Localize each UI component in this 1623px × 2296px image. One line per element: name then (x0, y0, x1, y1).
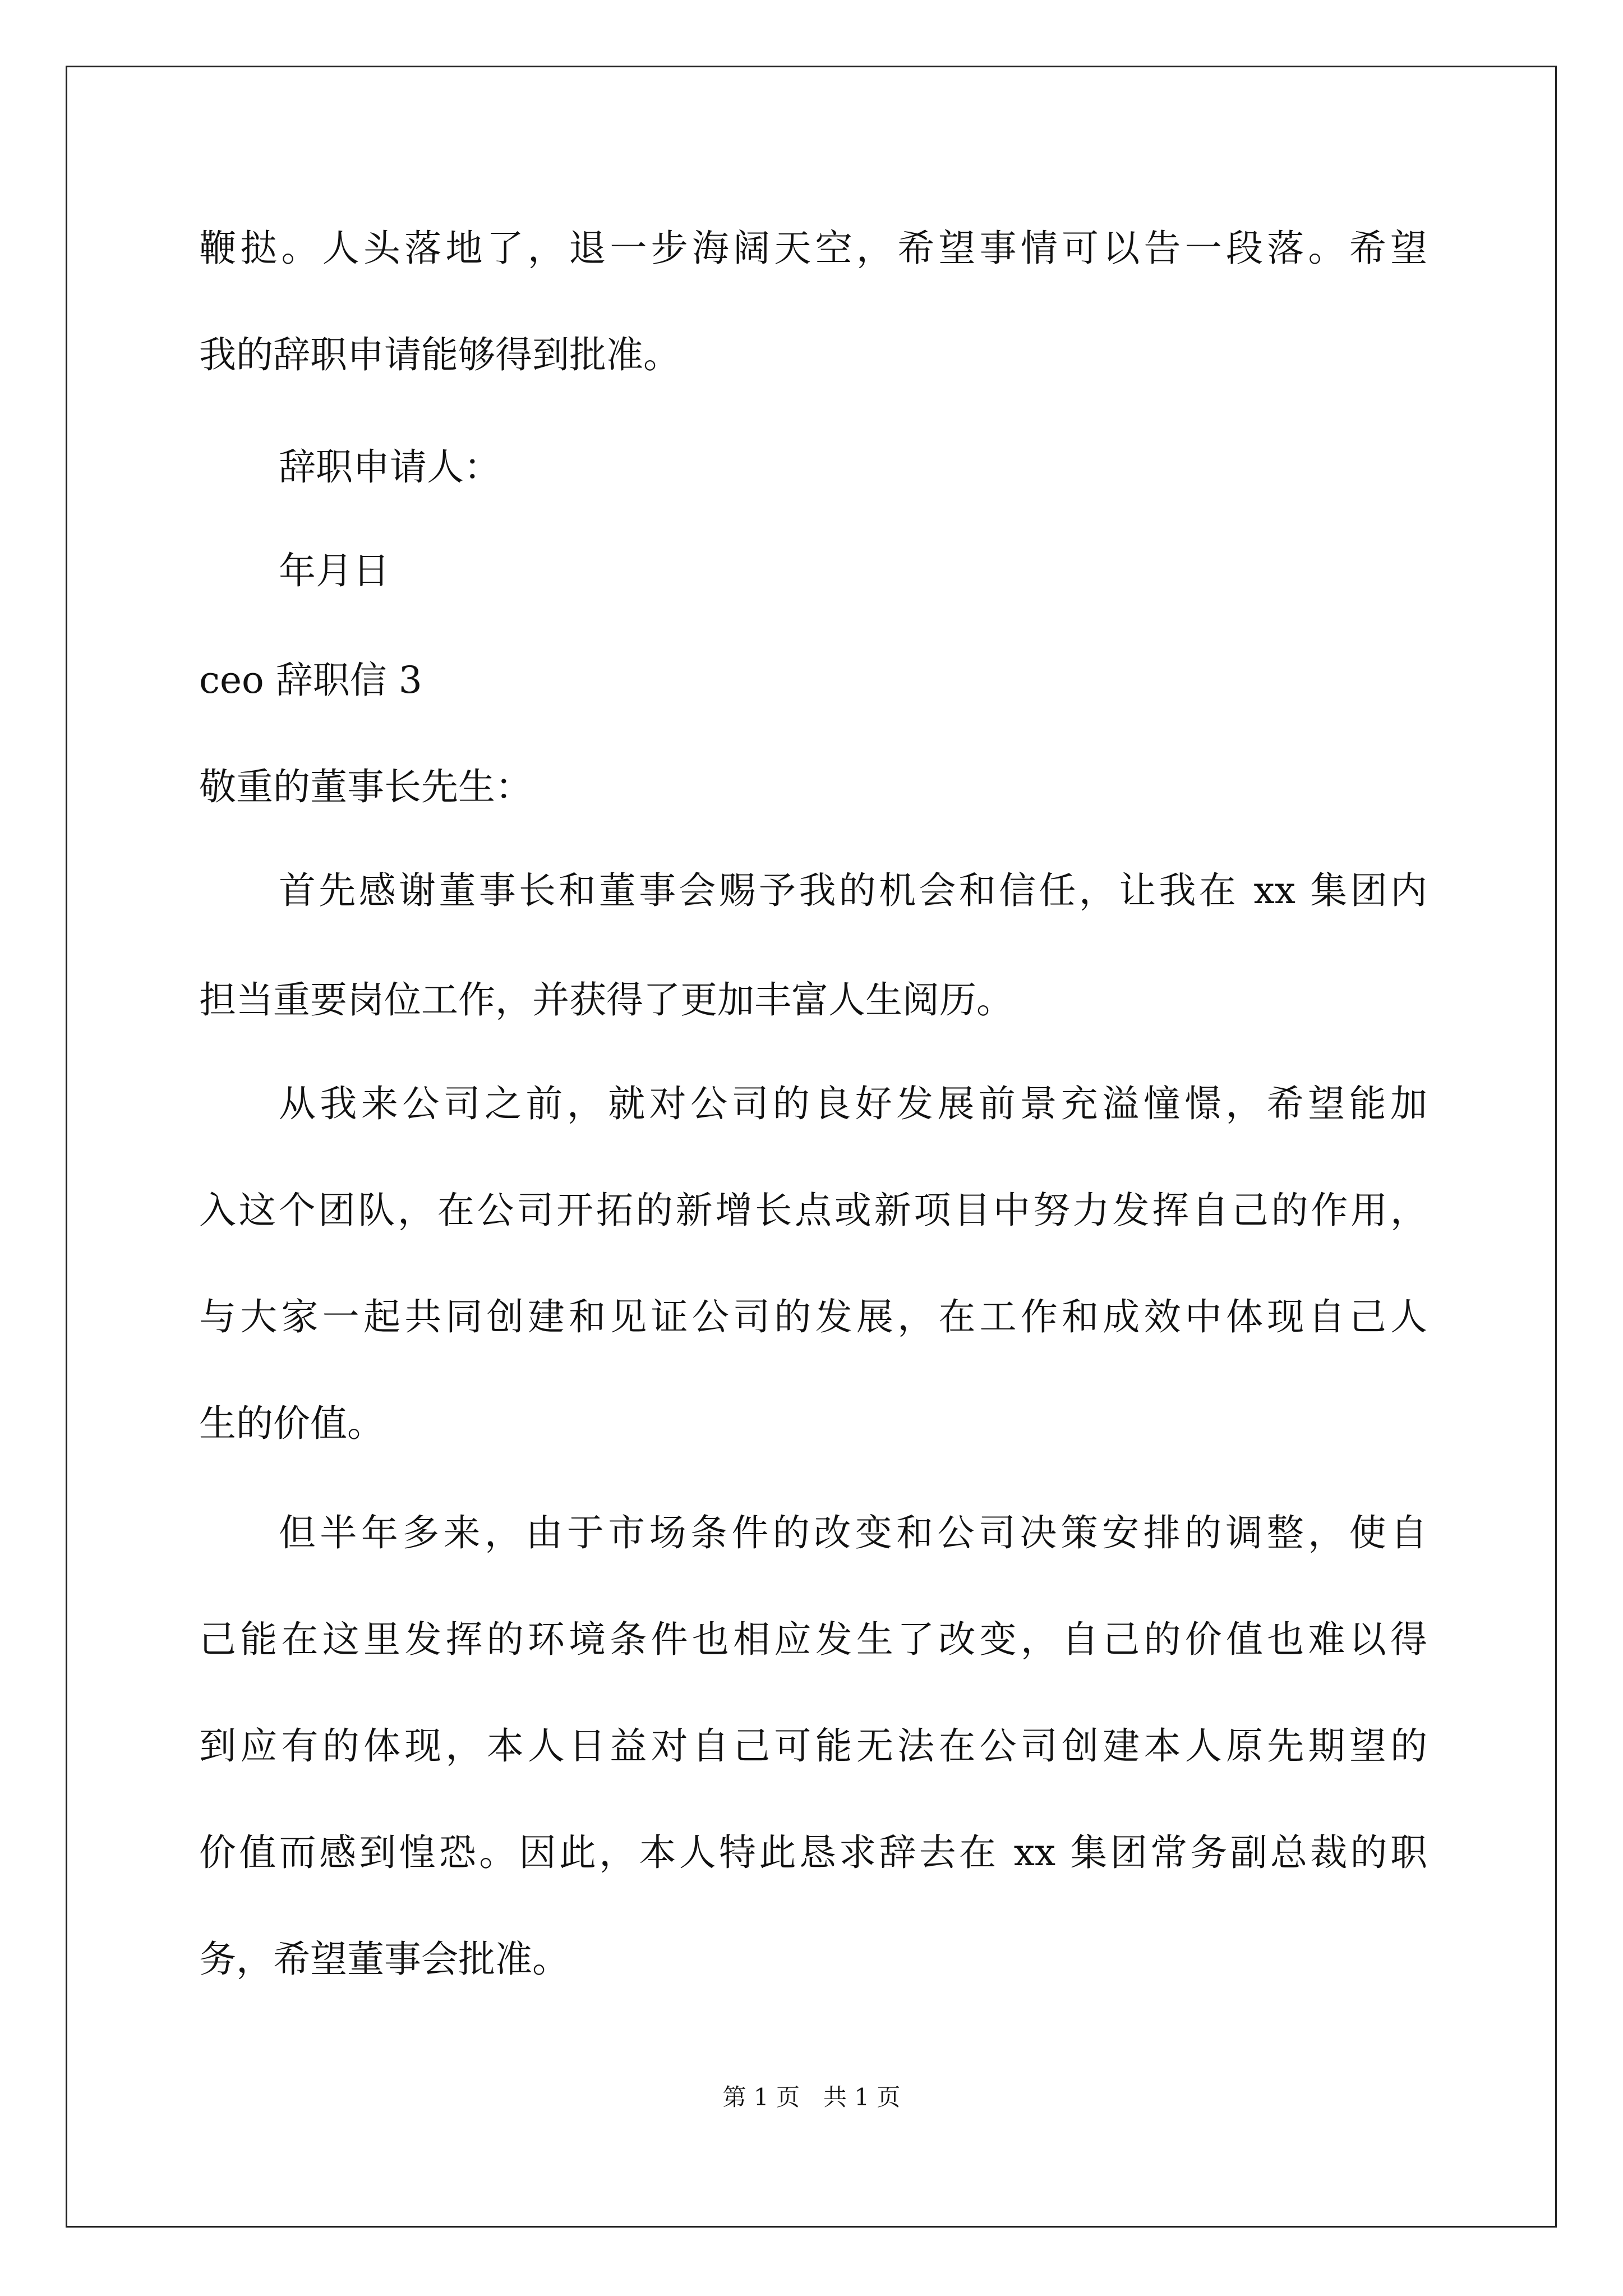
text-line: 价值而感到惶恐。因此，本人特此恳求辞去在 xx 集团常务副总裁的职 (199, 1831, 1427, 1874)
section-title: ceo 辞职信 3 (199, 659, 422, 702)
salutation: 敬重的董事长先生： (199, 765, 532, 808)
text-line: 但半年多来，由于市场条件的改变和公司决策安排的调整，使自 (279, 1511, 1427, 1554)
text-line: 务，希望董事会批准。 (199, 1938, 569, 1981)
page-footer: 第 1 页 共 1 页 (722, 2083, 901, 2111)
text-line: 己能在这里发挥的环境条件也相应发生了改变，自己的价值也难以得 (199, 1618, 1427, 1661)
signature-label: 辞职申请人： (279, 445, 501, 489)
page-border (66, 66, 1557, 2228)
text-line: 从我来公司之前，就对公司的良好发展前景充溢憧憬，希望能加 (279, 1082, 1427, 1125)
text-line: 首先感谢董事长和董事会赐予我的机会和信任，让我在 xx 集团内 (279, 869, 1427, 912)
text-line: 生的价值。 (199, 1402, 384, 1445)
text-line: 我的辞职申请能够得到批准。 (199, 333, 680, 376)
text-line: 与大家一起共同创建和见证公司的发展，在工作和成效中体现自己人 (199, 1295, 1427, 1338)
text-line: 鞭挞。人头落地了，退一步海阔天空，希望事情可以告一段落。希望 (199, 227, 1427, 270)
text-line: 到应有的体现，本人日益对自己可能无法在公司创建本人原先期望的 (199, 1724, 1427, 1768)
text-line: 入这个团队，在公司开拓的新增长点或新项目中努力发挥自己的作用， (199, 1189, 1427, 1232)
date-label: 年月日 (279, 549, 390, 592)
text-line: 担当重要岗位工作，并获得了更加丰富人生阅历。 (199, 978, 1013, 1022)
